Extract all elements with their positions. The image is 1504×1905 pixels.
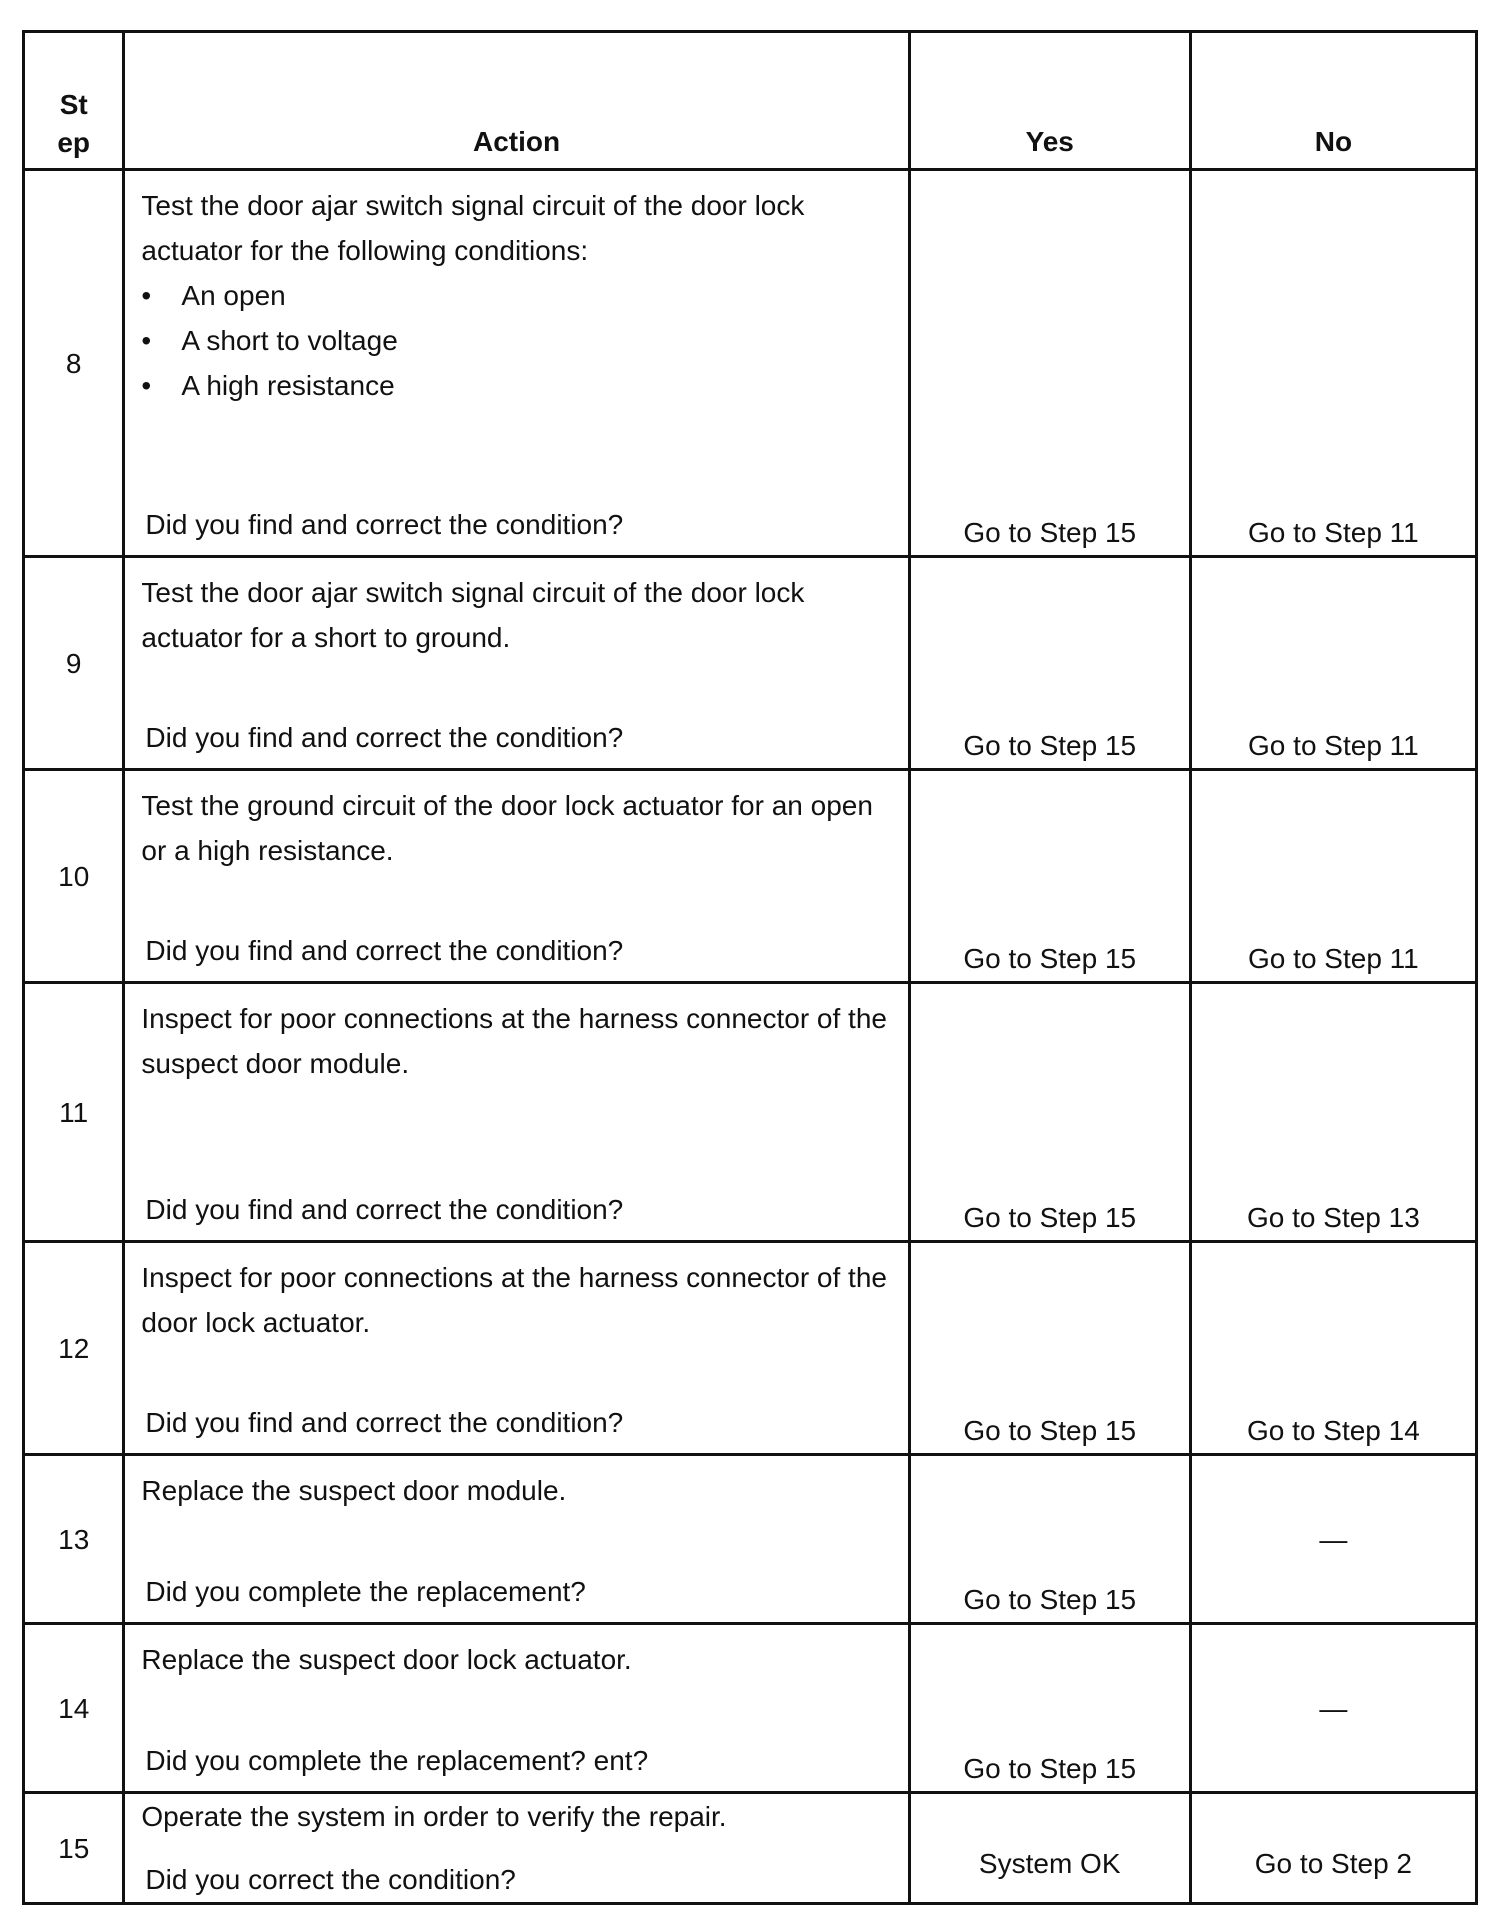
action-text: Test the ground circuit of the door lock actuator for an open or a high resistance.: [141, 790, 873, 866]
no-result: —: [1190, 1455, 1476, 1624]
question-text: Did you find and correct the condition?: [145, 1407, 624, 1438]
no-result: Go to Step 13: [1190, 983, 1476, 1242]
table-row: [24, 1455, 1477, 1624]
yes-result: Go to Step 15: [909, 557, 1190, 770]
no-result: —: [1190, 1624, 1476, 1793]
action-cell: [124, 1242, 909, 1455]
question-text: Did you find and correct the condition?: [145, 935, 624, 966]
list-item: • A short to voltage: [141, 318, 891, 363]
no-result: Go to Step 2: [1190, 1793, 1476, 1904]
table-row: [24, 557, 1477, 770]
header-step: [24, 32, 124, 170]
header-step-line2: ep: [57, 127, 91, 158]
question-text: Did you correct the condition?: [145, 1864, 516, 1895]
step-number: 10: [24, 770, 124, 983]
action-text: Test the door ajar switch signal circuit of the door lock actuator for a short to ground.: [141, 577, 805, 653]
yes-result: Go to Step 15: [909, 1242, 1190, 1455]
table-row: [24, 1242, 1477, 1455]
no-result: Go to Step 11: [1190, 557, 1476, 770]
table-row: [24, 983, 1477, 1242]
action-text: Inspect for poor connections at the harness connector of the door lock actuator.: [141, 1262, 887, 1338]
step-number: 13: [24, 1455, 124, 1624]
header-step-line1: St: [59, 89, 88, 120]
header-yes: Yes: [909, 32, 1190, 170]
step-number: 14: [24, 1624, 124, 1793]
no-result: Go to Step 14: [1190, 1242, 1476, 1455]
table-row: [24, 1793, 1477, 1904]
question-text: Did you complete the replacement? ent?: [145, 1745, 649, 1776]
yes-result: Go to Step 15: [909, 770, 1190, 983]
yes-result: Go to Step 15: [909, 983, 1190, 1242]
list-item: • A high resistance: [141, 363, 891, 408]
action-text: Replace the suspect door lock actuator.: [141, 1644, 632, 1675]
yes-result: Go to Step 15: [909, 1455, 1190, 1624]
step-number: 11: [24, 983, 124, 1242]
question-text: Did you find and correct the condition?: [145, 509, 624, 540]
yes-result: Go to Step 15: [909, 1624, 1190, 1793]
action-cell: [124, 1624, 909, 1793]
table-row: [24, 1624, 1477, 1793]
header-action: Action: [124, 32, 909, 170]
question-text: Did you find and correct the condition?: [145, 1194, 624, 1225]
no-result: Go to Step 11: [1190, 170, 1476, 557]
action-cell: [124, 170, 909, 557]
yes-result: System OK: [909, 1793, 1190, 1904]
table-row: [24, 170, 1477, 557]
action-text: Operate the system in order to verify the repair.: [141, 1801, 727, 1832]
diagnostic-table: [22, 30, 1478, 1905]
condition-list: [141, 273, 891, 408]
question-text: Did you complete the replacement?: [145, 1576, 586, 1607]
table-row: [24, 770, 1477, 983]
action-text: Inspect for poor connections at the harness connector of the suspect door module.: [141, 1003, 887, 1079]
action-cell: [124, 1455, 909, 1624]
yes-result: Go to Step 15: [909, 170, 1190, 557]
action-cell: [124, 983, 909, 1242]
action-cell: [124, 1793, 909, 1904]
step-number: 8: [24, 170, 124, 557]
header-row: [24, 32, 1477, 170]
action-cell: [124, 557, 909, 770]
header-no: No: [1190, 32, 1476, 170]
list-item: • An open: [141, 273, 891, 318]
question-text: Did you find and correct the condition?: [145, 722, 624, 753]
no-result: Go to Step 11: [1190, 770, 1476, 983]
action-text: Replace the suspect door module.: [141, 1475, 567, 1506]
action-text: Test the door ajar switch signal circuit of the door lock actuator for the following conditions:: [141, 190, 805, 266]
step-number: 12: [24, 1242, 124, 1455]
action-cell: [124, 770, 909, 983]
step-number: 9: [24, 557, 124, 770]
step-number: 15: [24, 1793, 124, 1904]
